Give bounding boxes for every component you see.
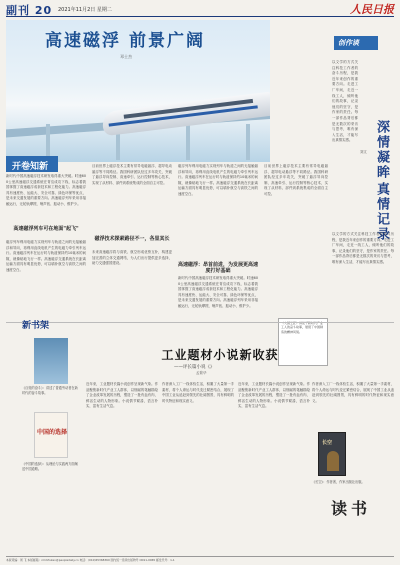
lower-byline: 孟繁华 [196, 371, 207, 375]
novel-cover [318, 432, 346, 476]
lower-headline: 工业题材小说新收获 [161, 348, 279, 362]
novel-cover-caption: 《长空》：作者著，作家出版社出版。 [312, 480, 365, 484]
lead-paragraph-1: 新时代中国高速磁浮技术研发取得重大突破。时速600公里高速磁浮交通系统在青岛成功下线，标志着我国掌握了高速磁浮成套技术和工程化能力。高速磁浮具有速度快、运能大、安全可靠、绿色环保等优点，是未来交通发展的重要方向。高速磁浮列车采用非接触运行，无轮轨摩擦，噪声低、振动小、维护少。 [6, 174, 86, 206]
lower-paragraph-4: 作者深入工厂一线体验生活，积累了大量第一手素材，将个人命运与时代变迁紧密结合，展现了中国工业从追赶到领先的壮阔图景，具有鲜明的时代特征和现实意义。 [312, 382, 394, 403]
right-note-box: 《大国工匠》讲述了新时代产业工人的奋斗故事，展现了中国制造的精神风貌。 [278, 318, 328, 366]
column-tag-chuangzuotan: 创作谈 [334, 36, 378, 50]
viaduct-pier [46, 124, 50, 160]
lower-paragraph-1: 近年来，工业题材长篇小说创作呈现新气象。作品聚焦新时代产业工人群体，以细腻的笔触描绘了企业改革发展的历程，塑造了一批有血有肉、鲜活生动的人物形象。小说情节紧凑，语言朴实，富有生活气息。 [86, 382, 158, 409]
viaduct-pier [186, 124, 190, 160]
masthead [6, 3, 394, 17]
book-cover-2-title: 中国的选择 [37, 429, 68, 436]
lead-subheading-1: 高速磁浮列车可在地面"起飞" [13, 226, 79, 232]
book-caption-1: 《百姓的奋斗》：讲述了普通劳动者在新时代的奋斗故事。 [22, 386, 78, 395]
novel-cover-figure [327, 451, 339, 471]
lead-paragraph-5: 磁浮列车利用电磁力实现列车与轨道之间的无接触悬浮和导向，再利用直线电机产生的电磁力牵引列车运行。高速磁浮列车在运行时与轨道保持约10毫米的间隙，就像贴地飞行一样。高速磁浮交通系统在长距离运输方面具有明显优势，可以填补航空与高铁之间的速度空白。 [178, 164, 258, 196]
novel-cover-title: 长空 [322, 440, 333, 446]
lower-paragraph-2: 作者深入工厂一线体验生活，积累了大量第一手素材，将个人命运与时代变迁紧密结合，展现了中国工业从追赶到领先的壮阔图景，具有鲜明的时代特征和现实意义。 [162, 382, 234, 403]
book-cover-2 [34, 412, 68, 458]
lead-subheading-3: 高速磁浮：昂首前进，为发展更高速度打好基础 [178, 262, 259, 274]
right-byline: 刘文 [360, 150, 367, 154]
lead-headline: 高速磁浮 前景广阔 [45, 31, 205, 51]
column-tag-kaijuan: 开卷知新 [6, 156, 58, 172]
lead-byline: 邓士杰 [120, 54, 132, 59]
reading-column-logo: 读书 [331, 499, 372, 518]
section-divider [6, 322, 394, 323]
right-paragraph-2: 以文学的方式关注科技工作者的奋斗历程，是我近年来创作的重要方向。走进工厂车间，走近一线工人，倾听他们的故事，记录他们的坚守，是作家的责任。每一部作品背后都是无数次的采访与思考，唯有深入生活，才能写出真情实感。 [332, 232, 394, 264]
book-caption-2: 《中国的选择》：从理论与实践两方面阐述中国道路。 [22, 462, 78, 471]
new-books-heading: 新书架 [22, 321, 50, 331]
lead-paragraph-4: 未来高速磁浮将与高铁、航空形成优势互补，构建更加完善的立体交通网络，为人们出行提供更多选择，助力交通强国建设。 [92, 250, 172, 266]
viaduct-pier [246, 124, 250, 160]
lead-paragraph-6: 新时代中国高速磁浮技术研发取得重大突破。时速600公里高速磁浮交通系统在青岛成功下线，标志着我国掌握了高速磁浮成套技术和工程化能力。高速磁浮具有速度快、运能大、安全可靠、绿色环保等优点，是未来交通发展的重要方向。高速磁浮列车采用非接触运行，无轮轨摩擦，噪声低、振动小、维护少。 [178, 276, 258, 308]
lead-paragraph-3: 目前世界上磁浮技术主要有常导电磁悬浮、超导电动悬浮等不同路径。我国科研团队经过多年攻关，突破了悬浮导向控制、高速牵引、运行控制等核心技术，实现了从材料、部件到系统集成的全面自主可控。 [92, 164, 172, 185]
lower-paragraph-3: 近年来，工业题材长篇小说创作呈现新气象。作品聚焦新时代产业工人群体，以细腻的笔触描绘了企业改革发展的历程，塑造了一批有血有肉、鲜活生动的人物形象。小说情节紧凑，语言朴实，富有生活气息。 [238, 382, 310, 409]
right-paragraph-1: 以文学的方式关注科技工作者的奋斗历程，是我近年来创作的重要方向。走进工厂车间，走近一线工人，倾听他们的故事，记录他们的坚守，是作家的责任。每一部作品背后都是无数次的采访与思考，唯有深入生活，才能写出真情实感。 [332, 60, 358, 143]
lead-paragraph-7: 目前世界上磁浮技术主要有常导电磁悬浮、超导电动悬浮等不同路径。我国科研团队经过多年攻关，突破了悬浮导向控制、高速牵引、运行控制等核心技术，实现了从材料、部件到系统集成的全面自主可控。 [264, 164, 328, 196]
issue-date: 2021年11月2日 星期二 [58, 7, 112, 13]
lead-paragraph-2: 磁浮列车利用电磁力实现列车与轨道之间的无接触悬浮和导向，再利用直线电机产生的电磁力牵引列车运行。高速磁浮列车在运行时与轨道保持约10毫米的间隙，就像贴地飞行一样。高速磁浮交通系统在长距离运输方面具有明显优势，可以填补航空与高铁之间的速度空白。 [6, 240, 86, 272]
page-footer: 本版责编：周 飞 本版邮箱：rmrbfukan@peopledaily.cn 电话：(010)65368360 国内统一连续出版物号 CN11-0065 邮发代号：1-1 [6, 556, 394, 563]
right-headline-1: 深情凝眸 [374, 120, 389, 180]
section-title: 副刊 20 [6, 4, 53, 17]
lower-subtitle: ——评长篇小说《》 [174, 365, 215, 370]
book-cover-1 [34, 338, 68, 384]
lead-subheading-2: 磁浮技术探索路径不一，各显其长 [94, 236, 170, 242]
right-headline-2: 真情记录 [374, 182, 389, 242]
newspaper-logo: 人民日报 [350, 3, 394, 16]
